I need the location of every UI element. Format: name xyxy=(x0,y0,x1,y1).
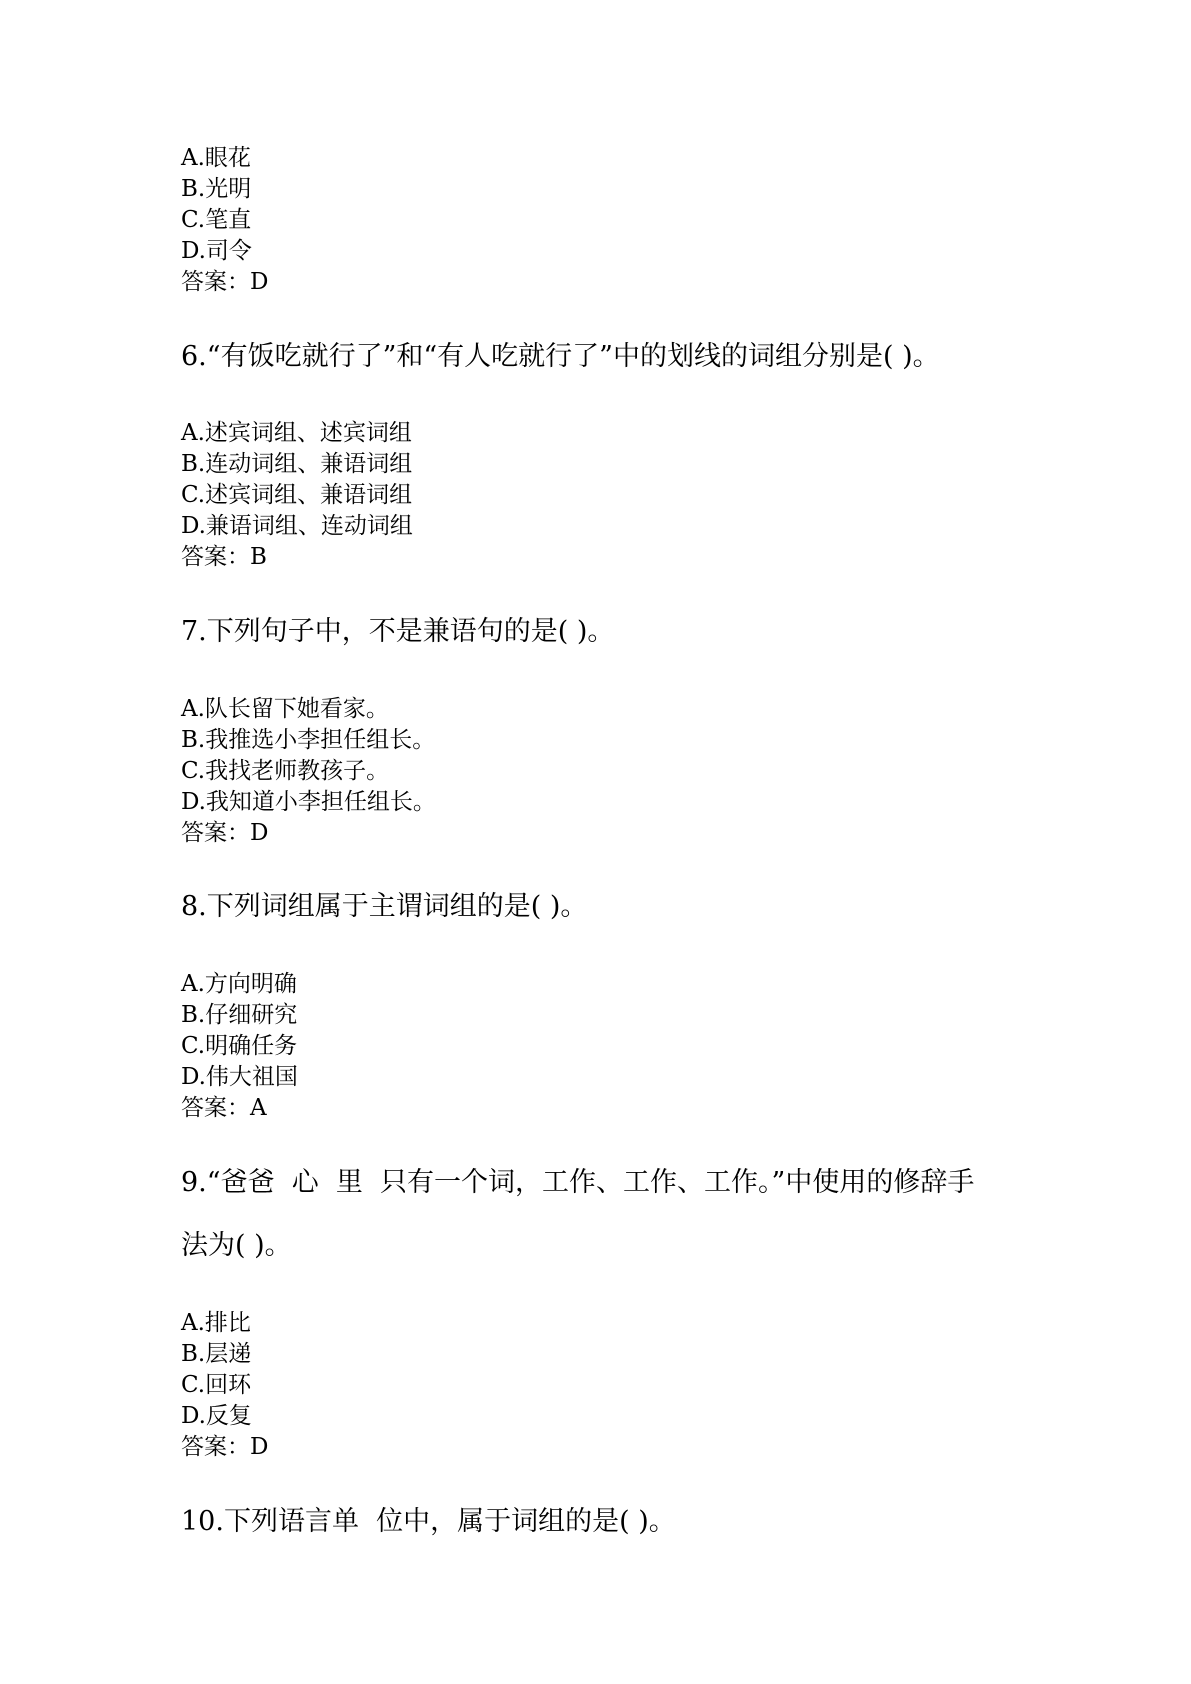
option-b: B.连动词组、兼语词组 xyxy=(181,451,413,477)
option-a: A.队长留下她看家。 xyxy=(181,696,389,722)
option-b: B.层递 xyxy=(181,1341,252,1367)
question-9-line-1: 9.“爸爸 心 里 只有一个词，工作、工作、工作。”中使用的修辞手 xyxy=(181,1167,975,1198)
question-6: 6.“有饭吃就行了”和“有人吃就行了”中的划线的词组分别是( )。 xyxy=(181,341,940,372)
option-b: B.光明 xyxy=(181,176,252,202)
answer-line: 答案：D xyxy=(181,269,269,295)
question-8: 8.下列词组属于主谓词组的是( )。 xyxy=(181,891,588,922)
option-b: B.仔细研究 xyxy=(181,1002,298,1028)
option-d: D.反复 xyxy=(181,1403,252,1429)
option-b: B.我推选小李担任组长。 xyxy=(181,727,436,753)
option-d: D.兼语词组、连动词组 xyxy=(181,513,413,539)
option-c: C.回环 xyxy=(181,1372,252,1398)
option-c: C.述宾词组、兼语词组 xyxy=(181,482,413,508)
option-a: A.排比 xyxy=(181,1310,251,1336)
option-a: A.眼花 xyxy=(181,145,251,171)
option-c: C.明确任务 xyxy=(181,1033,298,1059)
option-c: C.我找老师教孩子。 xyxy=(181,758,390,784)
option-d: D.伟大祖国 xyxy=(181,1064,298,1090)
question-7: 7.下列句子中，不是兼语句的是( )。 xyxy=(181,616,615,647)
question-10: 10.下列语言单 位中，属于词组的是( )。 xyxy=(181,1506,676,1537)
option-c: C.笔直 xyxy=(181,207,252,233)
answer-line: 答案：B xyxy=(181,544,267,570)
option-d: D.司令 xyxy=(181,238,252,264)
question-9-line-2: 法为( )。 xyxy=(181,1230,292,1261)
answer-line: 答案：D xyxy=(181,820,269,846)
option-a: A.述宾词组、述宾词组 xyxy=(181,420,412,446)
answer-line: 答案：D xyxy=(181,1434,269,1460)
option-a: A.方向明确 xyxy=(181,971,297,997)
option-d: D.我知道小李担任组长。 xyxy=(181,789,436,815)
answer-line: 答案：A xyxy=(181,1095,267,1121)
